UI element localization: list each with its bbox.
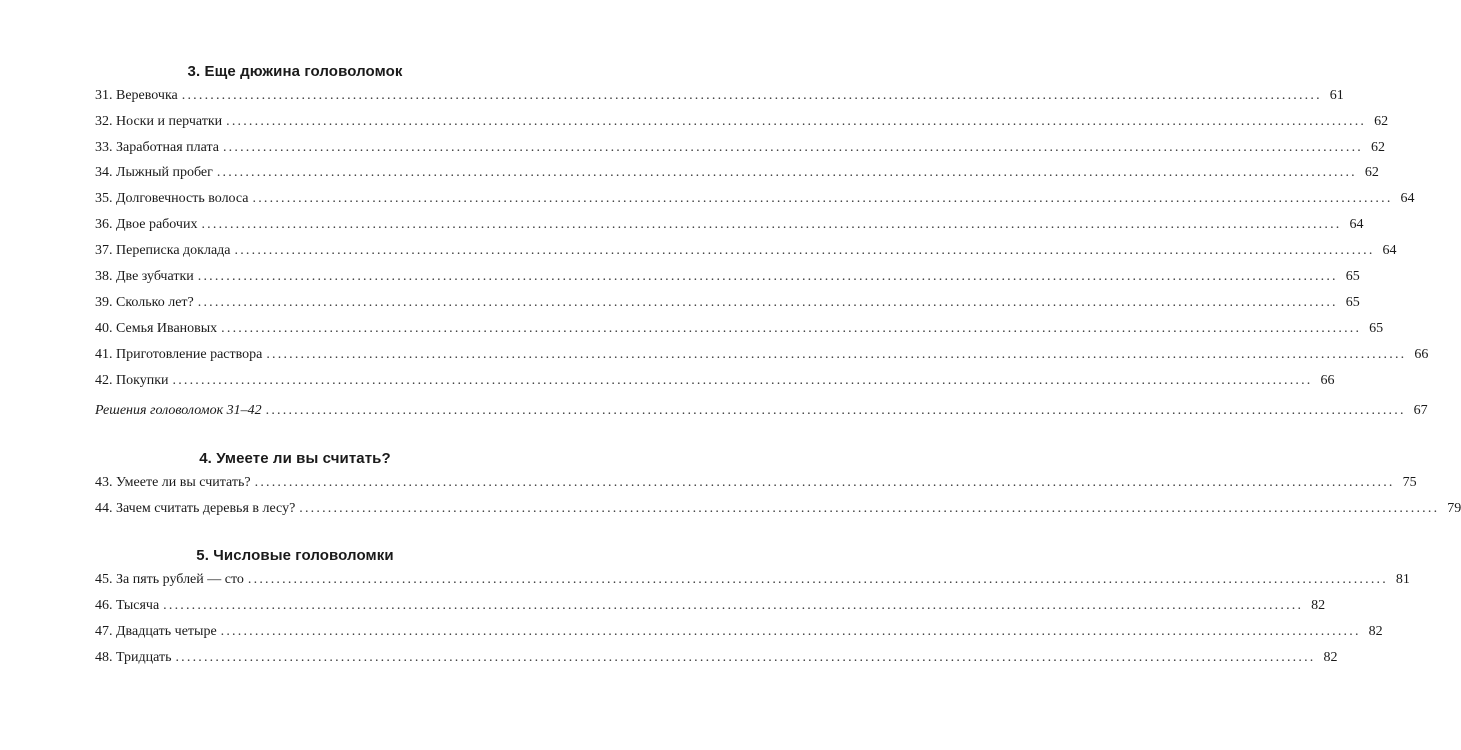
toc-entry-page: 65: [1345, 295, 1360, 310]
dot-leader: ........................................................................................................................................................................................................: [226, 114, 1367, 129]
toc-entry-page: 62: [1364, 165, 1379, 180]
dot-leader: ........................................................................................................................................................................................................: [221, 321, 1362, 336]
dot-leader: ........................................................................................................................................................................................................: [197, 295, 1338, 310]
toc-entry-label: 32. Носки и перчатки: [95, 114, 223, 129]
toc-entry-label: 36. Двое рабочих: [95, 217, 198, 232]
toc-entry: [95, 371, 1335, 391]
toc-entry-label: 34. Лыжный пробег: [95, 165, 213, 180]
toc-entry-page: 67: [1413, 403, 1428, 418]
toc-solutions-entry: [95, 401, 1428, 421]
toc-entry: [95, 319, 1384, 339]
toc-entry-label: 48. Тридцать: [95, 650, 172, 665]
toc-entry-page: 79: [1447, 501, 1461, 516]
toc-entry: [95, 138, 1385, 158]
toc-entry: [95, 163, 1379, 183]
dot-leader: ........................................................................................................................................................................................................: [247, 572, 1388, 587]
toc-entry-page: 64: [1382, 243, 1397, 258]
section-title: 4. Умеете ли вы считать?: [199, 450, 391, 467]
toc-entry-label: 39. Сколько лет?: [95, 295, 194, 310]
toc-entry-page: 62: [1374, 114, 1389, 129]
toc-entry-page: 64: [1400, 191, 1415, 206]
toc-entry-label: Решения головоломок 31–42: [95, 403, 262, 418]
toc-entry-label: 41. Приготовление раствора: [95, 347, 263, 362]
toc-entry-label: 38. Две зубчатки: [95, 269, 194, 284]
toc-entry-label: 45. За пять рублей — сто: [95, 572, 244, 587]
toc-entry-label: 35. Долговечность волоса: [95, 191, 249, 206]
toc-entry: [95, 86, 1344, 106]
dot-leader: ........................................................................................................................................................................................................: [172, 373, 1313, 388]
toc-entry: [95, 473, 1417, 493]
toc-entry-page: 81: [1395, 572, 1410, 587]
toc-entry-page: 82: [1368, 624, 1383, 639]
dot-leader: ........................................................................................................................................................................................................: [216, 165, 1357, 180]
toc-entry: [95, 570, 1410, 590]
toc-entry-label: 33. Заработная плата: [95, 140, 219, 155]
toc-entry: [95, 241, 1397, 261]
toc-entry: [95, 499, 1461, 519]
toc-entry-label: 42. Покупки: [95, 373, 169, 388]
dot-leader: ........................................................................................................................................................................................................: [265, 403, 1406, 418]
dot-leader: ........................................................................................................................................................................................................: [220, 624, 1361, 639]
section-title: 5. Числовые головоломки: [196, 547, 394, 564]
toc-entry-page: 66: [1414, 347, 1429, 362]
dot-leader: ........................................................................................................................................................................................................: [222, 140, 1363, 155]
toc-entry-page: 62: [1370, 140, 1385, 155]
toc-entry-label: 46. Тысяча: [95, 598, 160, 613]
section-title: 3. Еще дюжина головоломок: [187, 63, 403, 80]
dot-leader: ........................................................................................................................................................................................................: [175, 650, 1316, 665]
toc-entry-page: 82: [1323, 650, 1338, 665]
dot-leader: ........................................................................................................................................................................................................: [299, 501, 1440, 516]
toc-entry-page: 61: [1329, 88, 1344, 103]
toc-entry: [95, 215, 1364, 235]
dot-leader: ........................................................................................................................................................................................................: [266, 347, 1407, 362]
toc-entry-label: 47. Двадцать четыре: [95, 624, 217, 639]
toc-entry-label: 31. Веревочка: [95, 88, 178, 103]
toc-entry-page: 75: [1402, 475, 1417, 490]
toc-entry: [95, 189, 1415, 209]
toc-entry: [95, 293, 1360, 313]
toc-entry-label: 44. Зачем считать деревья в лесу?: [95, 501, 296, 516]
dot-leader: ........................................................................................................................................................................................................: [254, 475, 1395, 490]
dot-leader: ........................................................................................................................................................................................................: [252, 191, 1393, 206]
dot-leader: ........................................................................................................................................................................................................: [201, 217, 1342, 232]
toc-entry-page: 64: [1349, 217, 1364, 232]
toc-entry-label: 40. Семья Ивановых: [95, 321, 218, 336]
toc-entry: [95, 648, 1338, 668]
dot-leader: ........................................................................................................................................................................................................: [181, 88, 1322, 103]
toc-entry-page: 65: [1345, 269, 1360, 284]
toc-entry: [95, 345, 1429, 365]
toc-entry-page: 66: [1320, 373, 1335, 388]
toc-entry-page: 65: [1369, 321, 1384, 336]
dot-leader: ........................................................................................................................................................................................................: [197, 269, 1338, 284]
toc-entry: [95, 596, 1326, 616]
dot-leader: ........................................................................................................................................................................................................: [163, 598, 1304, 613]
toc-entry: [95, 112, 1389, 132]
toc-entry-label: 43. Умеете ли вы считать?: [95, 475, 251, 490]
dot-leader: ........................................................................................................................................................................................................: [234, 243, 1375, 258]
toc-entry: [95, 267, 1360, 287]
toc-entry-label: 37. Переписка доклада: [95, 243, 231, 258]
toc-entry-page: 82: [1311, 598, 1326, 613]
toc-entry: [95, 622, 1383, 642]
